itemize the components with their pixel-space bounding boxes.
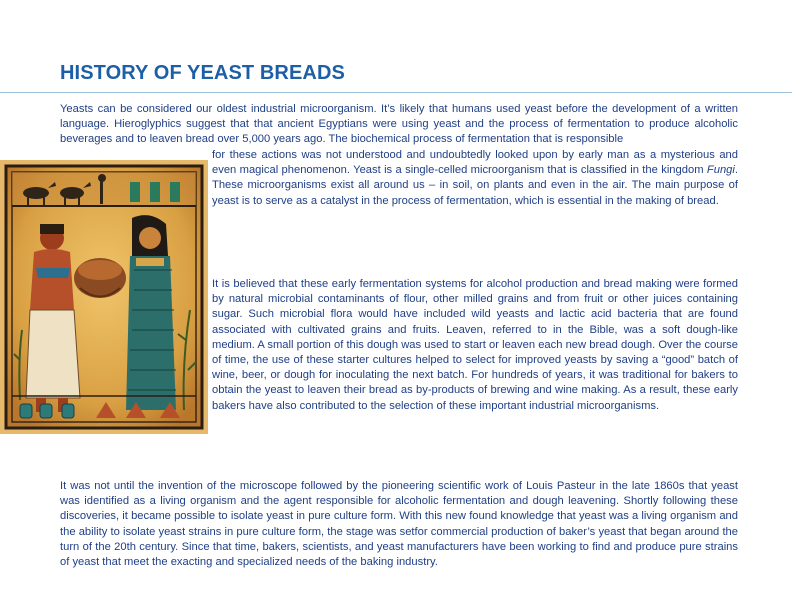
fermentation-paragraph: It is believed that these early fermentation systems for alcohol production and bread making were formed by natural microbial contaminants of flour, other milled grains and from fruit or other juices containing sugar. Such microbial flora would have included wild yeasts and lactic acid bacteria that are found associated with cultivated grains and fruits. Leaven, referred to in the Bible, was a soft dough-like medium. A small portion of this dough was used to start or leaven each new bread dough. Over the course of time, the use of these starter cultures helped to select for improved yeasts by saving a “good” batch of wine, beer, or dough for inoculating the next batch. For hundreds of years, it was traditional for bakers to obtain the yeast to leaven their bread as by-products of brewing and wine making. As a result, these early bakers have also contributed to the selection of these important industrial microorganisms. xyxy=(212,278,738,412)
fungi-emphasis: Fungi xyxy=(706,164,735,177)
title-divider xyxy=(0,92,792,93)
microscope-paragraph: It was not until the invention of the microscope followed by the pioneering scientific work of Louis Pasteur in the late 1860s that yeast was identified as a living organism and the agent responsible for alcoholic fermentation and dough leavening. Shortly following these discoveries, it became possible to isolate yeast in pure culture form. With this new found knowledge that yeast was a living organism and the ability to isolate yeast strains in pure culture form, the stage was setfor commercial production of baker’s yeast that began around the turn of the 20th century. Since that time, bakers, scientists, and yeast manufacturers have been working to find and produce pure strains of yeast that meet the exacting and specialized needs of the baking industry. xyxy=(60,480,738,569)
intro-text-part-a: for these actions was not understood and undoubtedly looked upon by early man as a mysterious and even magical phenomenon. Yeast is a single-celled microorganism that is classified in the kingdom xyxy=(212,149,738,177)
intro-paragraph-continued xyxy=(212,148,738,209)
intro-text-part-b: . These microorganisms exist all around us – in soil, on plants and even in the air. The main purpose of yeast is to serve as a catalyst in the process of fermentation, which is essential in the making of bread. xyxy=(212,164,738,207)
egyptian-papyrus-illustration xyxy=(0,160,208,434)
page-title: HISTORY OF YEAST BREADS xyxy=(60,62,345,84)
intro-paragraph-top: Yeasts can be considered our oldest industrial microorganism. It’s likely that humans used yeast before the development of a written language. Hieroglyphics suggest that that ancient Egyptians were using yeast and the process of fermentation to produce alcoholic beverages and to leaven bread over 5,000 years ago. The biochemical process of fermentation that is responsible xyxy=(60,103,738,146)
